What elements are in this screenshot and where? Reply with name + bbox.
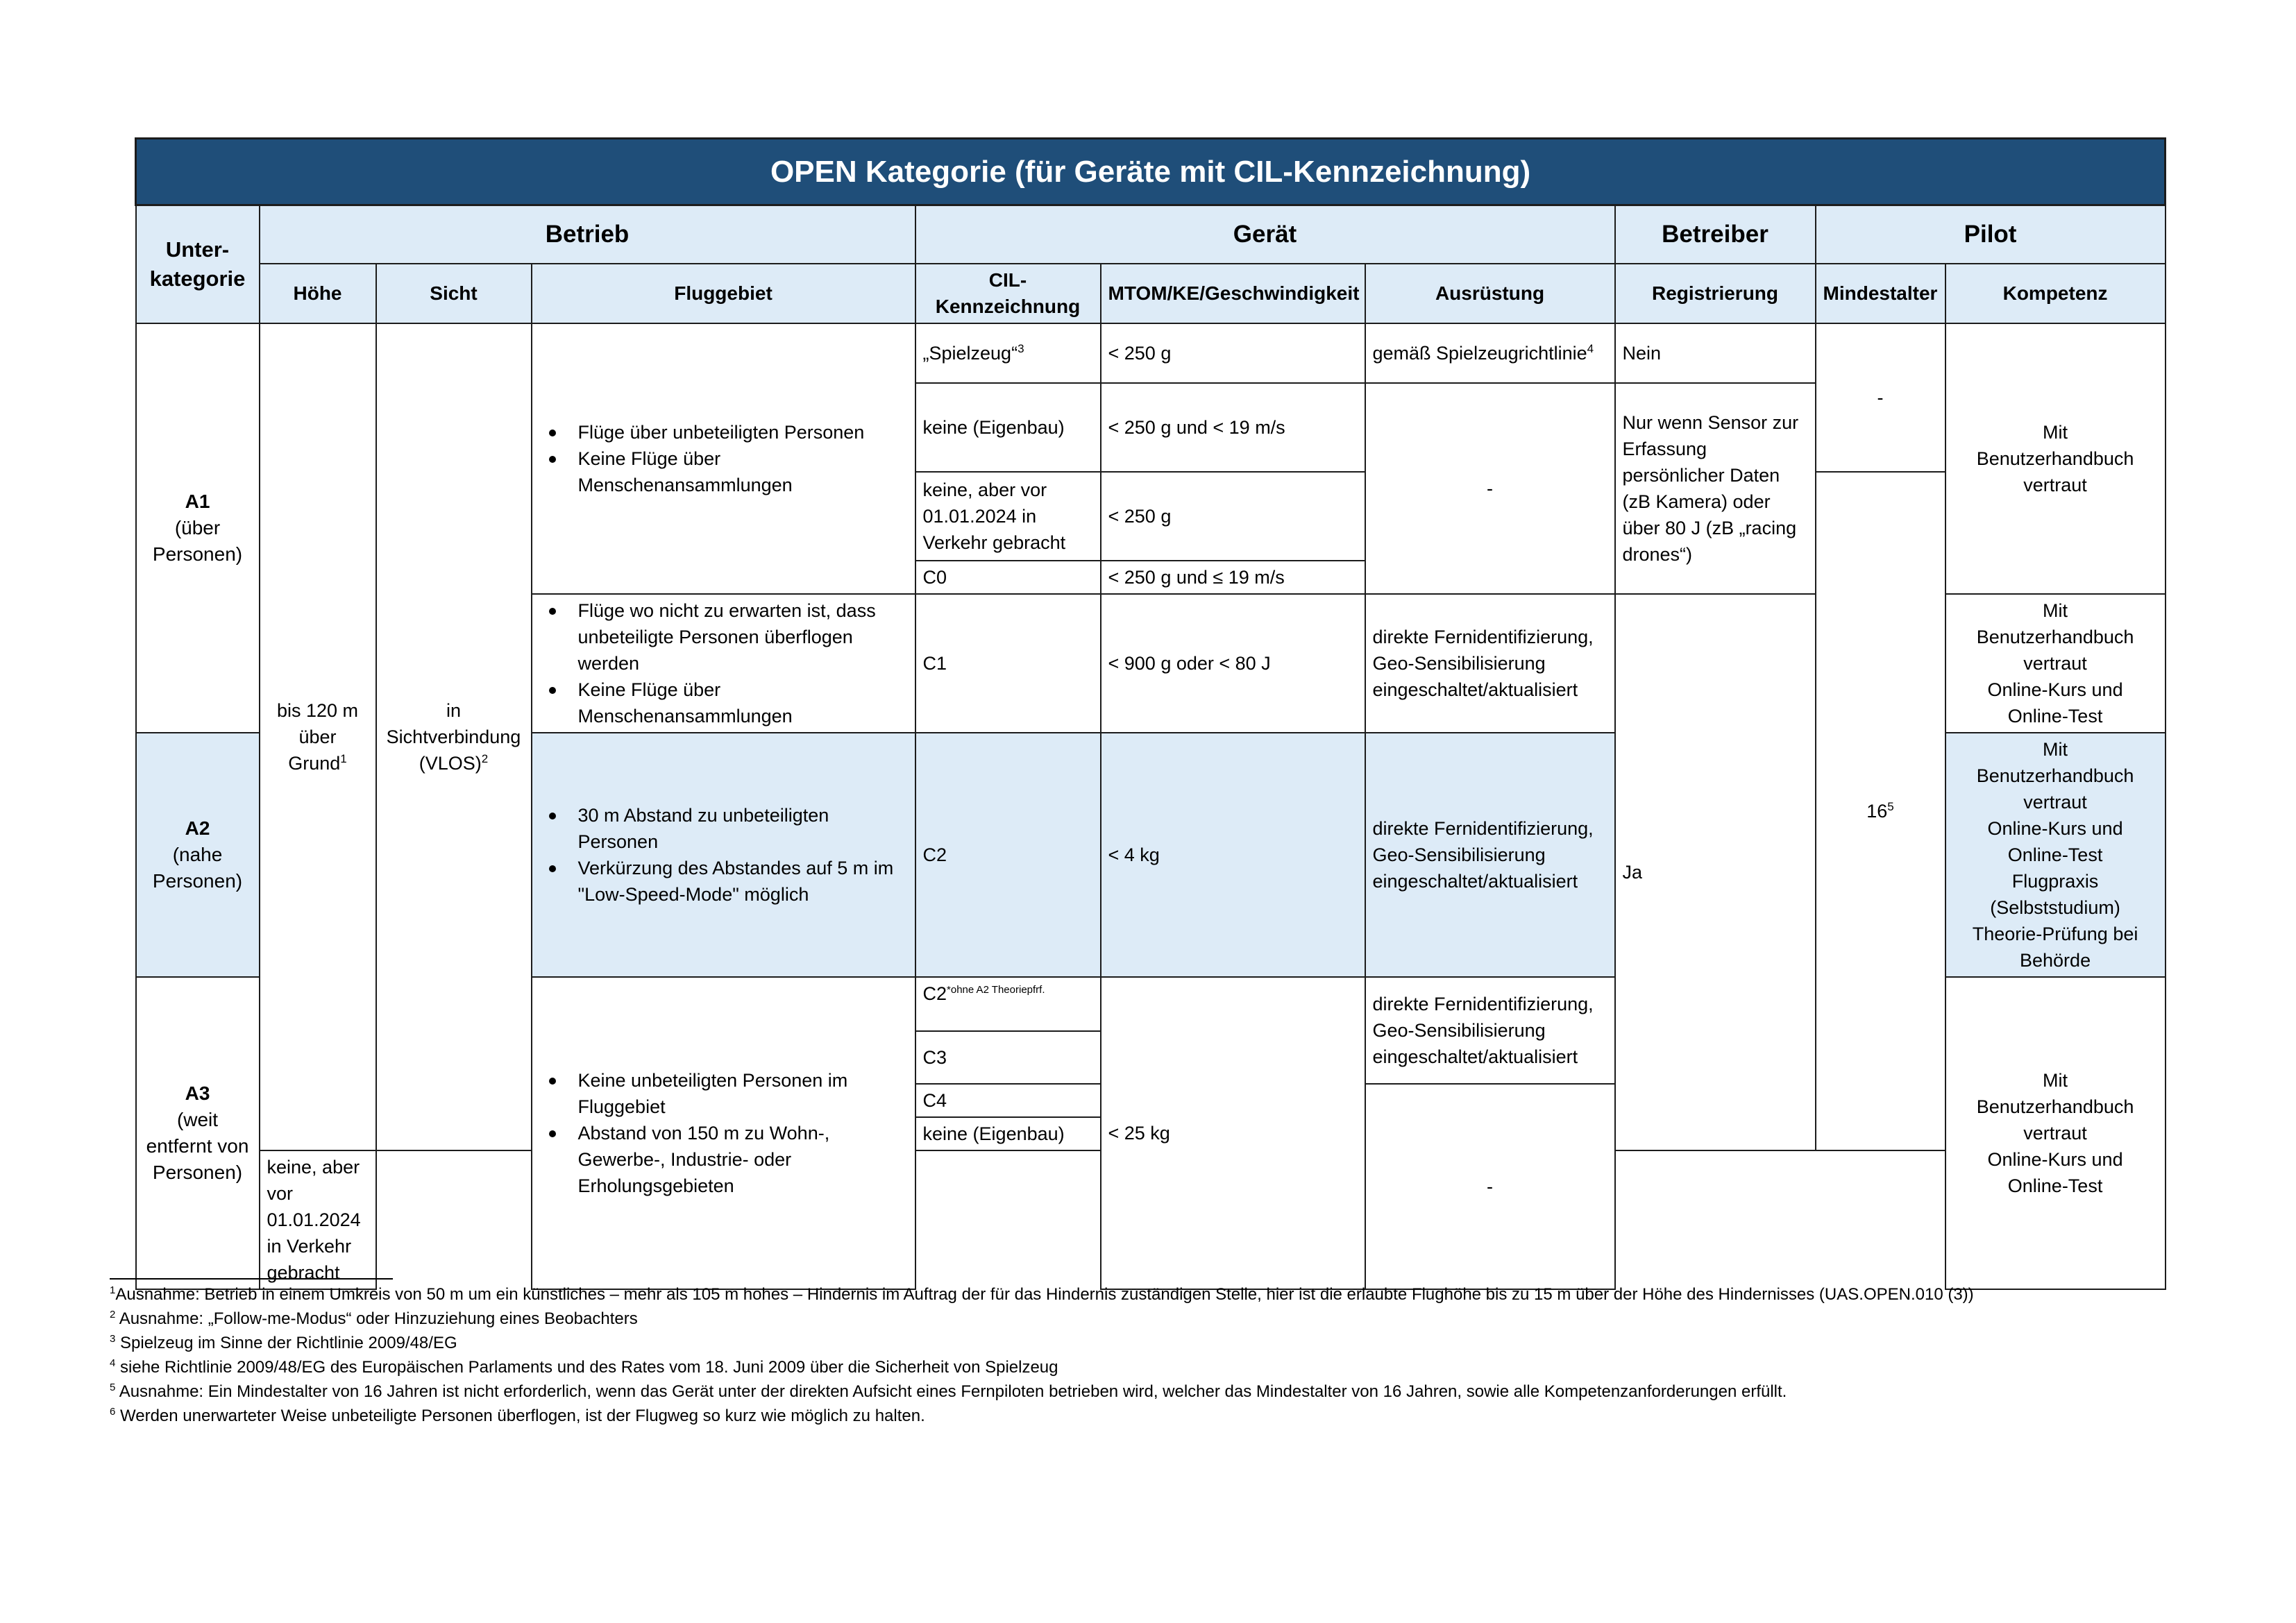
group-header-geraet: Gerät bbox=[915, 205, 1615, 264]
kompetenz-line: Online-Test bbox=[2007, 1175, 2103, 1196]
kompetenz-line: Mit bbox=[2043, 1069, 2068, 1091]
kompetenz-line: vertraut bbox=[2023, 1122, 2087, 1144]
cil-c0: C0 bbox=[915, 561, 1101, 594]
footnote-ref: *ohne A2 Theoriepfrf. bbox=[947, 983, 1045, 996]
footnote-text: Spielzeug im Sinne der Richtlinie 2009/48/EG bbox=[115, 1334, 457, 1352]
sicht-text: in Sichtverbindung (VLOS) bbox=[386, 699, 521, 774]
kompetenz-line: vertraut bbox=[2023, 474, 2087, 495]
mtom-c0: < 250 g und ≤ 19 m/s bbox=[1101, 561, 1365, 594]
group-header-betrieb: Betrieb bbox=[260, 205, 915, 264]
mindestalter-16 bbox=[1816, 472, 1945, 1150]
mindestalter-dash: - bbox=[1816, 323, 1945, 472]
list-item: Flüge über unbeteiligten Personen bbox=[539, 419, 908, 445]
category-desc: (nahe Personen) bbox=[152, 843, 243, 892]
ausruestung-c1: direkte Fernidentifizierung, Geo-Sensibilisierung eingeschaltet/aktualisiert bbox=[1365, 594, 1615, 733]
sicht-cell bbox=[376, 323, 532, 1150]
ausruestung-a1-dash: - bbox=[1365, 383, 1615, 594]
kompetenz-line: Benutzerhandbuch bbox=[1976, 1096, 2134, 1117]
column-header-hoehe: Höhe bbox=[260, 264, 376, 323]
kompetenz-line: Mit bbox=[2043, 600, 2068, 621]
footnote-separator bbox=[110, 1278, 393, 1280]
list-item: Keine unbeteiligten Personen im Fluggebiet bbox=[539, 1067, 908, 1120]
kompetenz-line: Online-Kurs und bbox=[1987, 1148, 2123, 1170]
kompetenz-line: Benutzerhandbuch bbox=[1976, 448, 2134, 469]
footnote-number: 1 bbox=[110, 1284, 116, 1296]
category-code: A2 bbox=[185, 817, 210, 839]
cil-text: C2 bbox=[922, 983, 947, 1004]
footnote-ref: 5 bbox=[1887, 799, 1894, 813]
category-desc: (weit entfernt von Personen) bbox=[146, 1108, 249, 1183]
category-desc: (über Personen) bbox=[152, 516, 243, 565]
cil-spielzeug bbox=[915, 323, 1101, 383]
cil-c4: C4 bbox=[915, 1084, 1101, 1117]
kompetenz-line: Mit bbox=[2043, 738, 2068, 760]
kompetenz-a3 bbox=[1945, 977, 2166, 1289]
category-a2 bbox=[136, 733, 260, 977]
footnote-number: 6 bbox=[110, 1406, 116, 1418]
footnote-2 bbox=[110, 1307, 2192, 1331]
cil-text: „Spielzeug“ bbox=[922, 342, 1018, 364]
cil-vor2024: keine, aber vor 01.01.2024 in Verkehr gebracht bbox=[915, 472, 1101, 561]
header-unterkategorie: Unter- kategorie bbox=[136, 205, 260, 323]
kompetenz-line: Benutzerhandbuch bbox=[1976, 765, 2134, 786]
footnote-text: Ausnahme: „Follow-me-Modus“ oder Hinzuziehung eines Beobachters bbox=[115, 1309, 638, 1328]
kompetenz-line: Online-Test bbox=[2007, 705, 2103, 726]
footnote-1 bbox=[110, 1282, 2192, 1307]
mtom-eigenbau: < 250 g und < 19 m/s bbox=[1101, 383, 1365, 472]
table-title: OPEN Kategorie (für Geräte mit CIL-Kennzeichnung) bbox=[136, 139, 2166, 205]
list-item: Keine Flüge über Menschenansammlungen bbox=[539, 445, 908, 498]
open-category-table bbox=[135, 137, 2166, 1290]
hoehe-text: bis 120 m über Grund bbox=[276, 699, 359, 774]
fluggebiet-list bbox=[539, 597, 908, 729]
mtom-a3: < 25 kg bbox=[1101, 977, 1365, 1289]
footnote-3 bbox=[110, 1331, 2192, 1355]
cil-vor2024-a3: keine, aber vor 01.01.2024 in Verkehr gebracht bbox=[260, 1150, 376, 1289]
ausruestung-a3-top: direkte Fernidentifizierung, Geo-Sensibilisierung eingeschaltet/aktualisiert bbox=[1365, 977, 1615, 1084]
column-header-cil: CIL-Kennzeichnung bbox=[915, 264, 1101, 323]
footnote-number: 5 bbox=[110, 1382, 116, 1393]
column-header-mindestalter: Mindestalter bbox=[1816, 264, 1945, 323]
column-header-kompetenz: Kompetenz bbox=[1945, 264, 2166, 323]
cil-eigenbau: keine (Eigenbau) bbox=[915, 383, 1101, 472]
registrierung-ja: Ja bbox=[1615, 594, 1816, 1150]
footnote-text: Ausnahme: Ein Mindestalter von 16 Jahren ist nicht erforderlich, wenn das Gerät unter der direkten Aufsicht eines Fernpiloten betrieben wird, welcher das Mindestalter von 16 Jahren, sowie alle Kompetenzanforderungen erfüllt. bbox=[115, 1382, 1787, 1401]
mtom-c1: < 900 g oder < 80 J bbox=[1101, 594, 1365, 733]
category-code: A3 bbox=[185, 1082, 210, 1104]
mtom-spielzeug: < 250 g bbox=[1101, 323, 1365, 383]
kompetenz-line: Online-Kurs und bbox=[1987, 679, 2123, 700]
mtom-vor2024: < 250 g bbox=[1101, 472, 1365, 561]
ausruestung-spielzeug bbox=[1365, 323, 1615, 383]
kompetenz-a2 bbox=[1945, 733, 2166, 977]
kompetenz-line: vertraut bbox=[2023, 652, 2087, 674]
registrierung-sensor: Nur wenn Sensor zur Erfassung persönlicher Daten (zB Kamera) oder über 80 J (zB „racing drones“) bbox=[1615, 383, 1816, 594]
footnote-ref: 3 bbox=[1018, 341, 1024, 355]
group-header-pilot: Pilot bbox=[1816, 205, 2166, 264]
fluggebiet-list bbox=[539, 419, 908, 498]
list-item: Abstand von 150 m zu Wohn-, Gewerbe-, Industrie- oder Erholungsgebieten bbox=[539, 1120, 908, 1199]
fluggebiet-a3 bbox=[532, 977, 915, 1289]
footnote-ref: 1 bbox=[340, 751, 347, 765]
footnote-number: 2 bbox=[110, 1309, 116, 1320]
fluggebiet-list bbox=[539, 1067, 908, 1199]
cil-c2: C2 bbox=[915, 733, 1101, 977]
fluggebiet-a2 bbox=[532, 733, 915, 977]
fluggebiet-a1-group1 bbox=[532, 323, 915, 594]
kompetenz-line: (Selbststudium) bbox=[1990, 897, 2120, 918]
list-item: Keine Flüge über Menschenansammlungen bbox=[539, 677, 908, 729]
kompetenz-line: Flugpraxis bbox=[2011, 870, 2099, 892]
kompetenz-line: Behörde bbox=[2020, 949, 2091, 971]
group-header-betreiber: Betreiber bbox=[1615, 205, 1816, 264]
hoehe-cell bbox=[260, 323, 376, 1150]
list-item: Verkürzung des Abstandes auf 5 m im "Low-Speed-Mode" möglich bbox=[539, 855, 908, 908]
ausruestung-text: gemäß Spielzeugrichtlinie bbox=[1372, 342, 1587, 364]
category-a1 bbox=[136, 323, 260, 733]
column-header-registrierung: Registrierung bbox=[1615, 264, 1816, 323]
footnote-ref: 4 bbox=[1587, 341, 1594, 355]
column-header-ausruestung: Ausrüstung bbox=[1365, 264, 1615, 323]
list-item: Flüge wo nicht zu erwarten ist, dass unbeteiligte Personen überflogen werden bbox=[539, 597, 908, 677]
cil-c2-a3 bbox=[915, 977, 1101, 1031]
column-header-fluggebiet: Fluggebiet bbox=[532, 264, 915, 323]
fluggebiet-a1-group2 bbox=[532, 594, 915, 733]
footnote-text: siehe Richtlinie 2009/48/EG des Europäischen Parlaments und des Rates vom 18. Juni 2009 über die Sicherheit von Spielzeug bbox=[115, 1358, 1058, 1377]
footnote-text: Werden unerwarteter Weise unbeteiligte Personen überflogen, ist der Flugweg so kurz wie möglich zu halten. bbox=[115, 1407, 925, 1425]
footnote-5 bbox=[110, 1379, 2192, 1404]
footnote-text: Ausnahme: Betrieb in einem Umkreis von 50 m um ein künstliches – mehr als 105 m hohes – Hindernis im Auftrag der für das Hindernis zuständigen Stelle, hier ist die erlaubte Flughöhe bis zu 15 m über der Höhe des Hindernisses (UAS.OPEN.010 (3)) bbox=[115, 1285, 1974, 1304]
footnote-number: 4 bbox=[110, 1357, 116, 1369]
footnote-ref: 2 bbox=[481, 751, 489, 765]
category-a3 bbox=[136, 977, 260, 1289]
kompetenz-line: Theorie-Prüfung bei bbox=[1972, 923, 2138, 944]
footnotes bbox=[110, 1282, 2192, 1428]
mindestalter-value: 16 bbox=[1866, 800, 1888, 822]
footnote-6 bbox=[110, 1404, 2192, 1428]
category-code: A1 bbox=[185, 490, 210, 512]
mtom-c2: < 4 kg bbox=[1101, 733, 1365, 977]
registrierung-spielzeug: Nein bbox=[1615, 323, 1816, 383]
kompetenz-line: vertraut bbox=[2023, 791, 2087, 813]
cil-eigenbau-a3: keine (Eigenbau) bbox=[915, 1117, 1101, 1150]
cil-c3: C3 bbox=[915, 1031, 1101, 1084]
kompetenz-line: Benutzerhandbuch bbox=[1976, 626, 2134, 647]
ausruestung-a3-dash: - bbox=[1365, 1084, 1615, 1289]
footnote-number: 3 bbox=[110, 1333, 116, 1345]
kompetenz-a1-top bbox=[1945, 323, 2166, 594]
kompetenz-line: Online-Kurs und bbox=[1987, 817, 2123, 839]
kompetenz-a1-c1 bbox=[1945, 594, 2166, 733]
fluggebiet-list bbox=[539, 802, 908, 908]
cil-c1: C1 bbox=[915, 594, 1101, 733]
ausruestung-c2: direkte Fernidentifizierung, Geo-Sensibilisierung eingeschaltet/aktualisiert bbox=[1365, 733, 1615, 977]
column-header-mtom: MTOM/KE/Geschwindigkeit bbox=[1101, 264, 1365, 323]
footnote-4 bbox=[110, 1355, 2192, 1379]
column-header-sicht: Sicht bbox=[376, 264, 532, 323]
list-item: 30 m Abstand zu unbeteiligten Personen bbox=[539, 802, 908, 855]
kompetenz-line: Mit bbox=[2043, 421, 2068, 443]
kompetenz-line: Online-Test bbox=[2007, 844, 2103, 865]
